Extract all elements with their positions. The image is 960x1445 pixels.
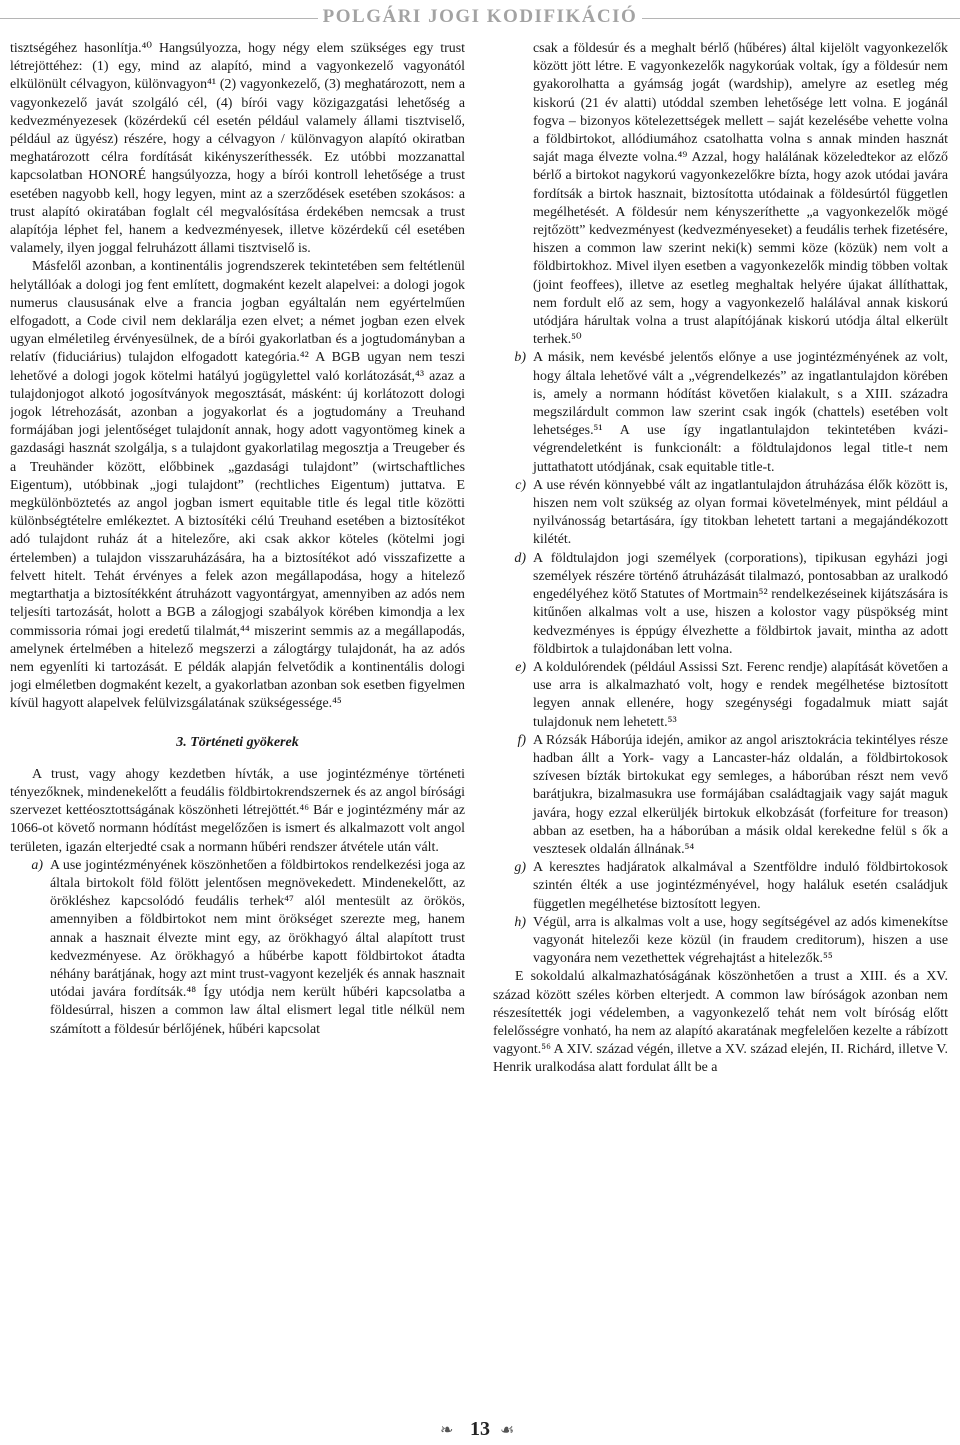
paragraph-continental: Másfelől azonban, a kontinentális jogrendszerek tekintetében sem feltétlenül helytállóak a dologi jog fent említett, dogmaként kezelt alapelvei: a dologi jogok numerus claususának elve a francia jogban egyáltalán nem egyértelműen elfogadott, a Code civil nem deklarálja ezen elvet; a német jogban ezen elvek ugyan elméletileg érvényesülnek, de a bírói gyakorlatban és a jogtudományban a relatív (fiduciárius) tulajdon elfogadott kategória.⁴² A BGB ugyan nem teszi lehetővé a dologi jogok kötelmi hatályú jogügylettel való korlátozását,⁴³ azaz a tulajdonjogot alkotó jogosítványok megosztását, másként: új korlátozott dologi jogok létrehozását, azonban a jogyakorlat és a jogtudomány a Treuhand formájában jogi jelentőséget tulajdonít annak, hogy adott vagyontömeg kinek a gazdasági hasznát szolgálja, s a tulajdont gyakorlatilag megosztja a Treugeber és a Treuhänder között, előbbinek „gazdasági tulajdont” (wirtschaftliches Eigentum), utóbbinak „jogi tulajdont” (rechtliches Eigentum) juttatva. E megkülönböztetés az angol jogban ismert equitable title és legal title közötti különbségtételre emlékeztet. A biztosítéki célú Treuhand esetében a biztosítékot adó tulajdont ruház át a hitelezőre, aki csak akkor köteles (kötelmi jogi értelemben) a tulajdon visszaruházására, ha a biztosítékot adó visszafizette a felvett hitelt. Tehát érvényes a felek azon megállapodása, hogy a hitelező megtarthatja a biztosítékként átruházott vagyontárgyat, amennyiben az adós nem teljesíti tartozását, holott a BGB a zálogjogi szabályok körében kimondja a lex commissoria római jogi eredetű tilalmát,⁴⁴ miszerint semmis az a megállapodás, amelynek értelmében a hitelező megszerzi a zálogtárgy tulajdonát, ha az adós nem egyenlíti ki tartozását. E példák alapján felvetődik a kontinentális dologi jogi elméletben dogmaként kezelt, a gyakorlatban azonban sok esetben figyelmen kívül hagyott alapelvek felülvizsgálatának szükségessége.⁴⁵ — [10, 259, 465, 712]
list-item-f — [493, 732, 948, 859]
list-marker: g) — [514, 860, 526, 876]
paragraph-honore: tisztségéhez hasonlítja.⁴⁰ Hangsúlyozza, hogy négy elem szükséges egy trust létrejöttéhez: (1) egy, mind az alapító, mind a vagyonkezelő vagyonától elkülönült célvagyon, különvagyon⁴¹ (2) vagyonkezelő, (3) meghatározott, nem a vagyonkezelő javát szolgáló cél, (4) bírói vagy közigazgatási lehetőség a kedvezményezesek (közérdekű cél esetén például valamely állami tisztviselő, például az ügyész) részére, hogy a célvagyon / különvagyon alapító okiratban meghatározott célra fordítását kikényszeríthessék. Ez utóbbi mozzanattal kapcsolatban HONORÉ hangsúlyozza, hogy a bírói kontroll lehetősége a trust esetében nagyobb kell, hogy legyen, mint az a szerződések esetében szokásos: a trust alapító okiratában foglalt cél megvalósítása érdekében nemcsak a trust alapítója léphet fel, hanem a kedvezményesek, illetve közérdekű cél esetében valamely, ilyen joggal felruházott állami tisztviselő is. — [10, 41, 465, 257]
journal-title: POLGÁRI JOGI KODIFIKÁCIÓ — [322, 6, 638, 27]
list-marker: e) — [515, 659, 526, 675]
list-marker: c) — [515, 477, 526, 493]
paragraph-history: A trust, vagy ahogy kezdetben hívták, a use jogintézménye történeti tényezőknek, mindenekelőtt a feudális földbirtokrendszernek és az angol bírósági szervezet kettéosztottságának köszönheti létrejöttét.⁴⁶ Bár e jogintézmény már az 1066-ot követő normann hódítást megelőzően is ismert és alkalmazott volt angol területen, igazán elterjedté csak a normann hűbéri rendszer átvétele után vált. — [10, 766, 465, 855]
list-item-h — [493, 914, 948, 969]
list-item-text: A földtulajdon jogi személyek (corporations), tipikusan egyházi jogi személyek részére történő átruházását tilalmazó, pontosabban az uralkodó engedélyéhez kötő Statutes of Mortmain⁵² rendelkezéseinek kijátszására is kitűnően alkalmas volt a use, hiszen a kolostor vagy püspökség mint kedvezményes is éppúgy élvezhette a földbirtok javait, mintha az adott földbirtok a tulajdonában lett volna. — [533, 550, 948, 657]
list-item-text: Végül, arra is alkalmas volt a use, hogy segítségével az adós kimenekítse vagyonát hitelezői keze közül (in fraudem creditorum), hiszen a use vagyonára nem vezethettek végrehajtást a hitelezők.⁵⁵ — [533, 914, 948, 967]
section-heading: 3. Történeti gyökerek — [176, 734, 299, 750]
list-item-b — [493, 349, 948, 476]
page-footer — [0, 1418, 960, 1442]
left-column — [10, 40, 465, 1380]
page-number: 13 — [470, 1418, 490, 1440]
list-marker: h) — [514, 914, 526, 930]
list-item-g — [493, 859, 948, 914]
list-marker: d) — [514, 550, 526, 566]
fleuron-right-icon: ☙ — [500, 1422, 515, 1439]
running-header — [0, 6, 960, 30]
list-item-d — [493, 550, 948, 659]
paragraph-spread: E sokoldalú alkalmazhatóságának köszönhetően a trust a XIII. és a XV. század között széles körben elterjedt. A common law bíróságok azonban nem részesítették jogi védelemben, a vagyonkezelő tehát nem volt bíróság előtt felelősségre vonható, ha nem az alapító akaratának megfelelően kezelte a rábízott vagyont.⁵⁶ A XIV. század végén, illetve a XV. század elején, II. Richárd, illetve V. Henrik uralkodása alatt fordulat állt be a — [493, 969, 948, 1076]
list-item-a — [10, 857, 465, 1039]
list-item-text: A Rózsák Háborúja idején, amikor az angol arisztokrácia tekintélyes része hadban állt a York- vagy a Lancaster-ház oldalán, a földbirtokosok szívesen bízták birtokukat egy semleges, a háborúban részt nem vevő barátjukra, bizalmasukra use formájában családtagjaik vagy saját maguk javára, hogy ezzal elkerüljék birtokuk elkobzását (forfeiture for treason) abban az esetben, ha a háborúban a másik oldal kerekedne felül s ők a vesztesek oldalán állnának.⁵⁴ — [533, 732, 948, 857]
list-marker: b) — [514, 350, 526, 366]
right-column — [493, 40, 948, 1380]
list-item-text: A másik, nem kevésbé jelentős előnye a use jogintézményének az volt, hogy általa lehetővé vált a „végrendelkezés” az ingatlantulajdon körében is, amely a normann hódítást követően kialakult, s a XIII. századra megszilárdult common law szerint csak ingók (chattels) esetében volt lehetséges.⁵¹ A use így ingatlantulajdon tekintetében kvázi-végrendeletként is funkcionált: a földtulajdonos legal title-t nem juttathatott utódjának, csak equitable title-t. — [533, 350, 948, 475]
list-item-text: A use révén könnyebbé vált az ingatlantulajdon átruházása élők között is, hiszen nem volt szükség az olyan formai követelmények, mint például a nyilvánosság betartására, így titokban lehetett tartani a megajándékozott kilétét. — [533, 477, 948, 548]
list-marker: f) — [517, 732, 526, 748]
list-marker: a) — [31, 857, 43, 873]
list-item-e — [493, 659, 948, 732]
list-item-c — [493, 477, 948, 550]
paragraph-continuation: csak a földesúr és a meghalt bérlő (hűbéres) által kijelölt vagyonkezelők között jött létre. E vagyonkezelők nagykorúak voltak, így a földesúr nem gyakorolhatta a gyámság jogát (wardship), amelyre az esetleg még kiskorú (21 év alatti) utóddal szemben lehetősége lett volna. E jogánál fogva – bizonyos kötelezettségek mellett – saját kezelésébe vehette volna a földbirtokot, allódiumához csatolhatta volna s annak minden hasznát saját maga élvezte volna.⁴⁹ Azzal, hogy halálának közeledtekor az előző bérlő a birtokot nagykorú vagyonkezelőkre bízta, hogy azok utódai javára fordítsák a birtok hasznait, biztosította utódainak a földesúrtól független megélhetését. A földesúr nem kényszeríthette „a vagyonkezelők mögé rejtőzött” kedvezményest (kedvezményeseket) a feudális terhek fizetésére, hiszen a common law szerint neki(k) semmi köze (közük) nem volt a földbirtokhoz. Mivel ilyen esetben a vagyonkezelők mindig többen voltak (joint feoffees), illetve az esetleg meghaltak helyére újakat állíthattak, nem fordult elő az sem, hogy a vagyonkezelő halálával annak kiskorú utódjára hárultak volna a trust alapítójának kiskorú utódja által elkerült terhek.⁵⁰ — [533, 41, 948, 348]
header-rule-right — [642, 18, 960, 19]
fleuron-left-icon: ❧ — [440, 1422, 454, 1439]
header-rule-left — [0, 18, 318, 19]
list-item-text: A keresztes hadjáratok alkalmával a Szentföldre induló földbirtokosok szintén élték a use jogintézményével, hogy haláluk esetén családjuk független megélhetése biztosított legyen. — [533, 860, 948, 912]
list-item-text: A use jogintézményének köszönhetően a földbirtokos rendelkezési joga az általa birtokolt föld fölött jelentősen megnövekedett. Mindenekelőtt, az örökléshez kapcsolódó feudális terhek⁴⁷ alól mentesült az örökös, amennyiben a földbirtokot nem mint örökséget szerezte meg, hanem annak a hasznait élvezte mint egy, az örökhagyó által alapított trust kedvezményese. Az örökhagyó a hűbérbe kapott földbirtokot átadta néhány barátjának, hogy azt mint trust-vagyont kezeljék és annak hasznait utódai javára fordítsák.⁴⁸ Így utódja nem került hűbéri kapcsolatba a földesúrral, hiszen a common law által elismert legal title nélkül nem számított a földesúr bérlőjének, hűbéri kapcsolat — [50, 857, 465, 1037]
list-item-text: A koldulórendek (például Assissi Szt. Ferenc rendje) alapítását követően a use arra is alkalmazható volt, hogy e rendek megélhetése biztosított legyen annak ellenére, hogy szegénységi fogadalmuk miatt saját tulajdonuk nem lehetett.⁵³ — [533, 659, 948, 730]
